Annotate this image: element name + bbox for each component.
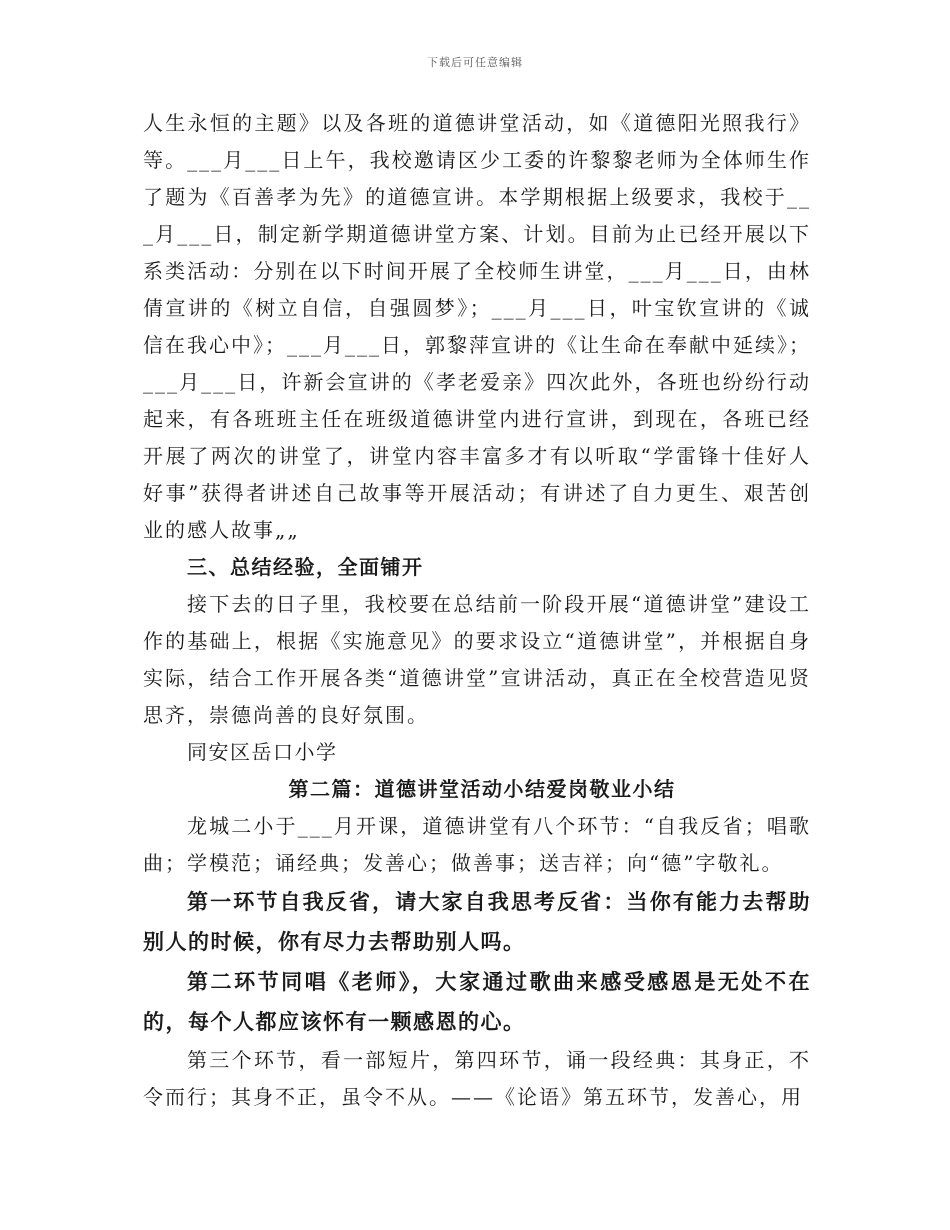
- page-header-note: 下载后可任意编辑: [427, 56, 523, 69]
- paragraph-section-two: 第二环节同唱《老师》，大家通过歌曲来感受感恩是无处不在的，每个人都应该怀有一颗感恩的心。: [143, 969, 811, 1034]
- paragraph-activities: 人生永恒的主题》以及各班的道德讲堂活动，如《道德阳光照我行》等。___月___日上午，我校邀请区少工委的许黎黎老师为全体师生作了题为《百善孝为先》的道德宣讲。本学期根据上级要求，我校于___月___日，制定新学期道德讲堂方案、计划。目前为止已经开展以下系类活动：分别在以下时间开展了全校师生讲堂，___月___日，由林倩宣讲的《树立自信，自强圆梦》；___月___日，叶宝钦宣讲的《诚信在我心中》；___月___日，郭黎萍宣讲的《让生命在奉献中延续》；___月___日，许新会宣讲的《孝老爱亲》四次此外，各班也纷纷行动起来，有各班班主任在班级道德讲堂内进行宣讲，到现在，各班已经开展了两次的讲堂了，讲堂内容丰富多才有以听取“学雷锋十佳好人好事”获得者讲述自己故事等开展活动；有讲述了自力更生、艰苦创业的感人故事„„: [143, 111, 811, 542]
- article-title: 第二篇：道德讲堂活动小结爱岗敬业小结: [288, 777, 676, 801]
- paragraph-section-one: 第一环节自我反省，请大家自我思考反省：当你有能力去帮助别人的时候，你有尽力去帮助别人吗。: [143, 889, 811, 954]
- section-heading-summary: 三、总结经验，全面铺开: [187, 555, 424, 579]
- paragraph-eight-sections: 龙城二小于___月开课，道德讲堂有八个环节：“自我反省；唱歌曲；学模范；诵经典；发善心；做善事；送吉祥；向“德”字敬礼。: [143, 814, 811, 875]
- school-signature: 同安区岳口小学: [187, 740, 338, 764]
- document-body: [143, 105, 811, 1116]
- paragraph-next-steps: 接下去的日子里，我校要在总结前一阶段开展“道德讲堂”建设工作的基础上，根据《实施意见》的要求设立“道德讲堂”，并根据自身实际，结合工作开展各类“道德讲堂”宣讲活动，真正在全校营造见贤思齐，崇德尚善的良好氛围。: [143, 592, 811, 727]
- paragraph-section-three-four: 第三个环节，看一部短片，第四环节，诵一段经典：其身正，不令而行；其身不正，虽令不从。——《论语》第五环节，发善心，用: [143, 1048, 811, 1109]
